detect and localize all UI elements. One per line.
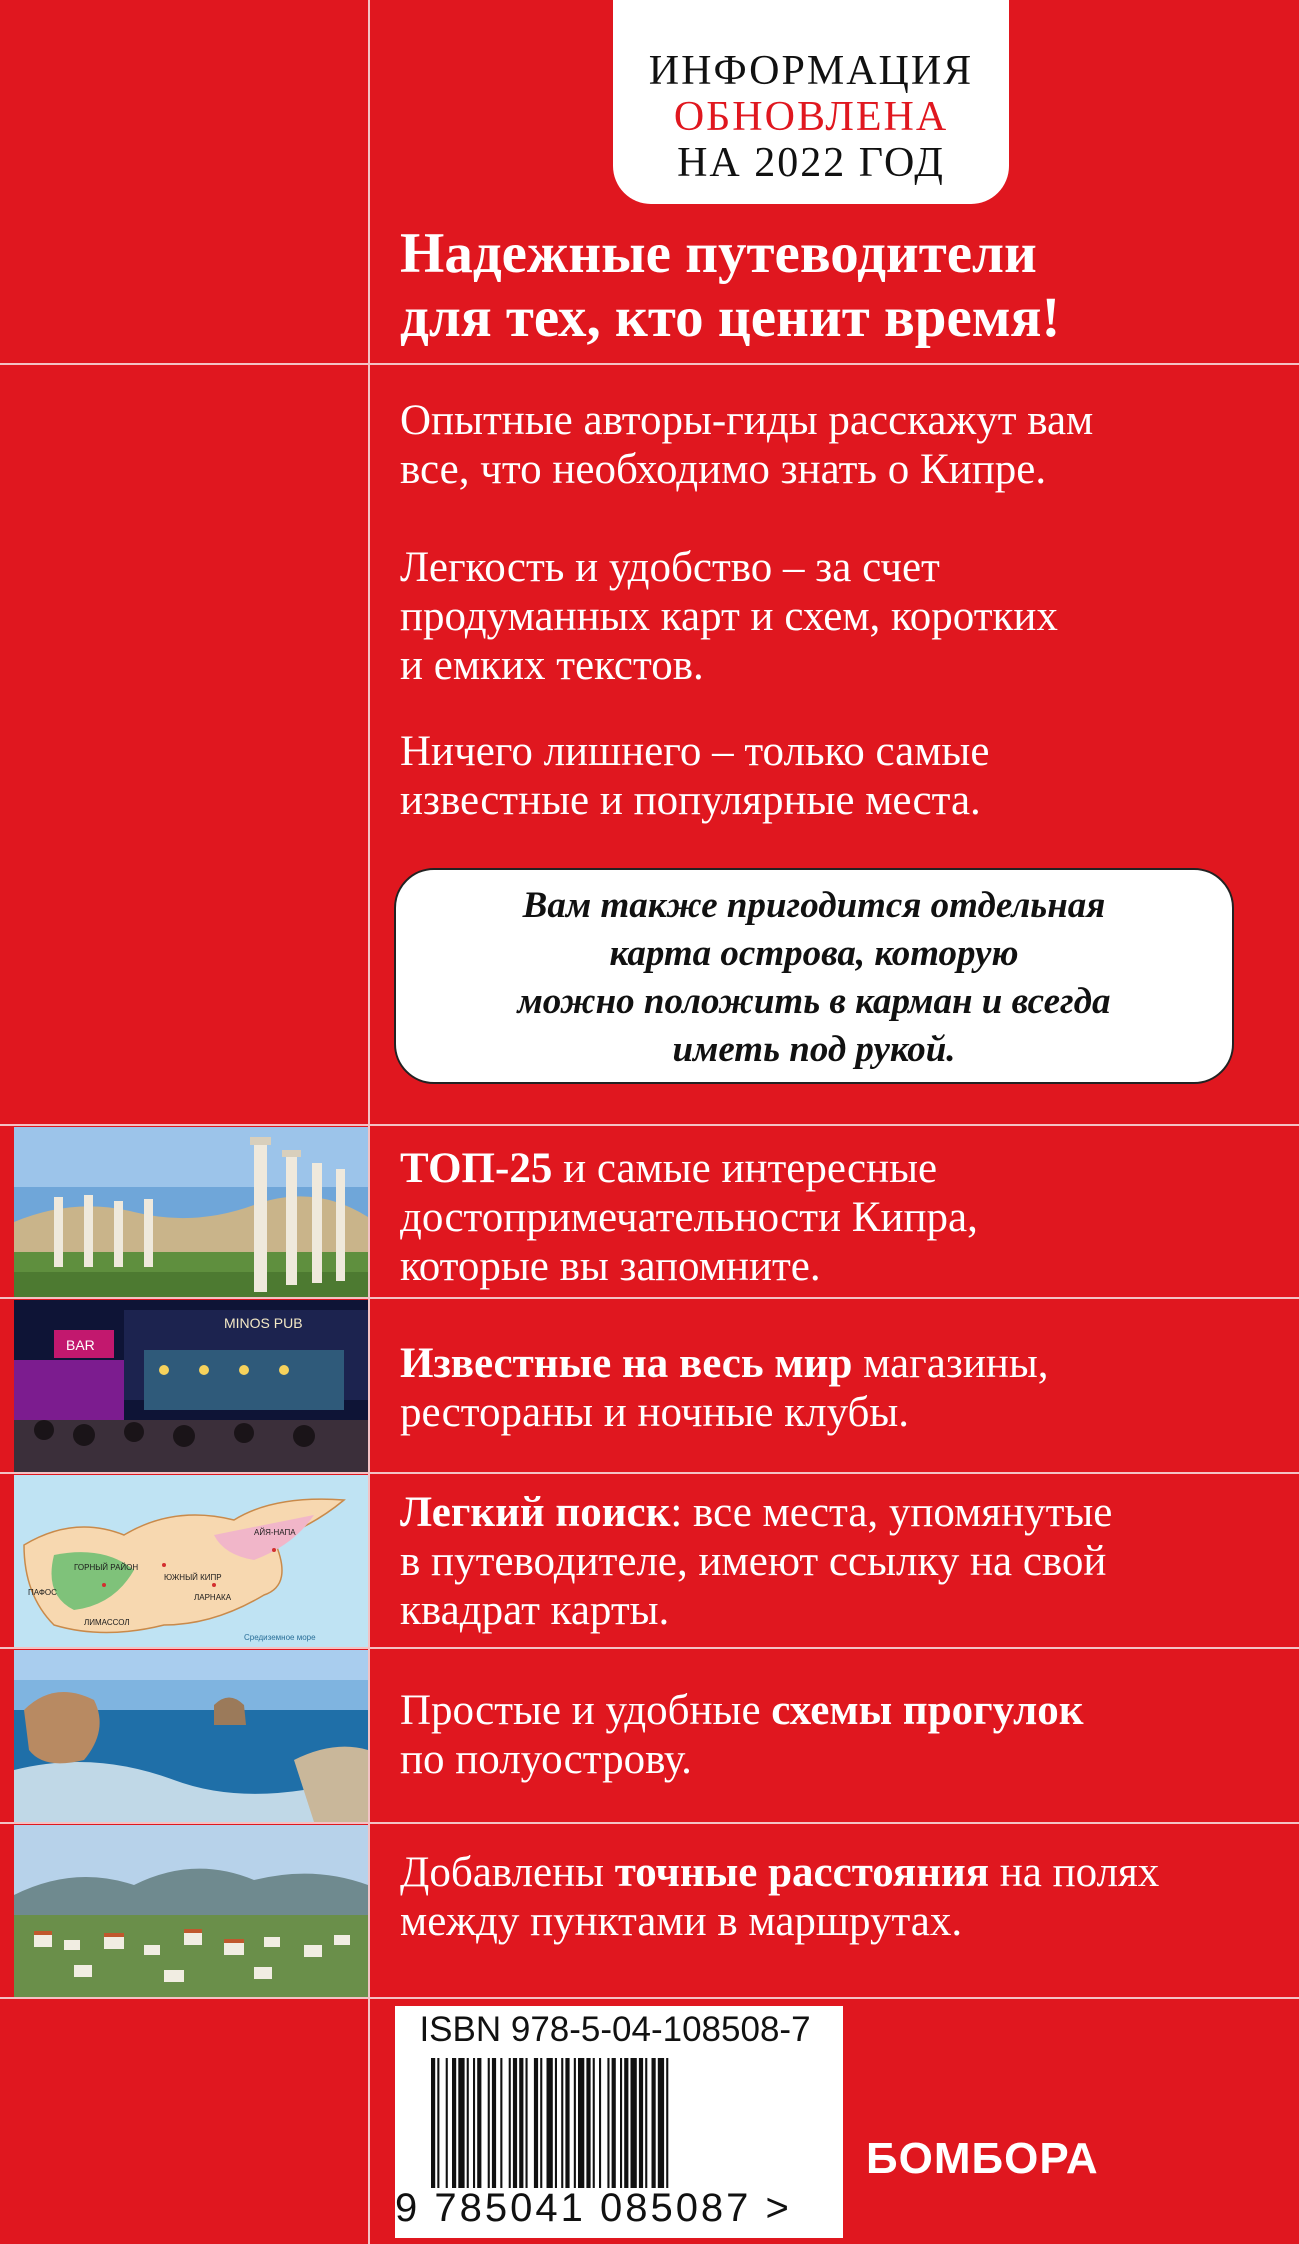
paragraph-nothing-extra bbox=[400, 727, 989, 825]
barcode-digits: 9 785041 085087 > bbox=[395, 2186, 792, 2230]
badge-line-3: НА 2022 ГОД bbox=[677, 140, 945, 186]
feature-line: между пунктами в маршрутах. bbox=[400, 1898, 963, 1945]
divider-feature-5 bbox=[0, 1997, 1299, 1999]
headline-line-1: Надежные путеводители bbox=[400, 222, 1037, 285]
paragraph-line: Опытные авторы-гиды расскажут вам bbox=[400, 397, 1094, 444]
feature-line bbox=[400, 1848, 1159, 1897]
map-label: Средиземное море bbox=[244, 1633, 316, 1642]
coast-photo bbox=[14, 1650, 368, 1822]
map-label: ПАФОС bbox=[28, 1588, 57, 1597]
note-line: можно положить в карман и всегда bbox=[517, 981, 1111, 1022]
publisher-logo: БОМБОРА bbox=[866, 2134, 1099, 2183]
feature-line: по полуострову. bbox=[400, 1736, 692, 1783]
feature-line bbox=[400, 1339, 1049, 1388]
feature-line bbox=[400, 1488, 1112, 1537]
badge-line-2: ОБНОВЛЕНА bbox=[673, 94, 949, 140]
feature-line: в путеводителе, имеют ссылку на свой bbox=[400, 1538, 1107, 1585]
divider-header bbox=[0, 363, 1299, 365]
headline-line-2: для тех, кто ценит время! bbox=[400, 286, 1061, 349]
feature-line: рестораны и ночные клубы. bbox=[400, 1389, 910, 1436]
divider-feature-2 bbox=[0, 1472, 1299, 1474]
feature-rest: : все места, упомянутые bbox=[670, 1489, 1113, 1536]
isbn-text: ISBN 978-5-04-108508-7 bbox=[419, 2010, 811, 2049]
feature-bold: ТОП-25 bbox=[400, 1145, 553, 1192]
map-label: ЛИМАССОЛ bbox=[84, 1618, 130, 1627]
paragraph-line: Ничего лишнего – только самые bbox=[400, 728, 990, 775]
feature-pre: Простые и удобные bbox=[400, 1687, 772, 1734]
paragraph-line: все, что необходимо знать о Кипре. bbox=[400, 446, 1047, 493]
headline bbox=[400, 222, 1060, 350]
isbn-barcode bbox=[395, 2006, 843, 2238]
note-line: Вам также пригодится отдельная bbox=[522, 885, 1106, 926]
nightlife-photo bbox=[14, 1300, 368, 1472]
cyprus-map-photo bbox=[14, 1475, 368, 1647]
paragraph-convenience bbox=[400, 543, 1058, 690]
feature-distances bbox=[400, 1848, 1159, 1946]
divider-feature-4 bbox=[0, 1822, 1299, 1824]
note-line: карта острова, которую bbox=[609, 933, 1019, 974]
update-badge bbox=[613, 0, 1009, 204]
paragraph-line: и емких текстов. bbox=[400, 642, 704, 689]
feature-rest: и самые интересные bbox=[552, 1145, 938, 1192]
feature-top25 bbox=[400, 1144, 978, 1291]
map-label: ГОРНЫЙ РАЙОН bbox=[74, 1563, 139, 1572]
paragraph-line: известные и популярные места. bbox=[400, 777, 981, 824]
map-label: ЮЖНЫЙ КИПР bbox=[164, 1573, 222, 1582]
divider-features-top bbox=[0, 1124, 1299, 1126]
feature-line: квадрат карты. bbox=[400, 1587, 670, 1634]
feature-bold: Известные на весь мир bbox=[400, 1340, 853, 1387]
divider-feature-1 bbox=[0, 1297, 1299, 1299]
ruins-photo bbox=[14, 1127, 368, 1297]
map-label: АЙЯ-НАПА bbox=[254, 1528, 296, 1537]
village-photo bbox=[14, 1825, 368, 1997]
feature-shops bbox=[400, 1339, 1049, 1437]
bar-sign: BAR bbox=[66, 1337, 95, 1353]
vertical-divider bbox=[368, 0, 370, 2244]
feature-line bbox=[400, 1144, 978, 1193]
map-label: ЛАРНАКА bbox=[194, 1593, 232, 1602]
badge-line-1: ИНФОРМАЦИЯ bbox=[648, 48, 974, 94]
feature-bold: точные расстояния bbox=[614, 1849, 990, 1896]
feature-line: которые вы запомните. bbox=[400, 1243, 821, 1290]
feature-line: достопримечательности Кипра, bbox=[400, 1194, 978, 1241]
divider-feature-3 bbox=[0, 1647, 1299, 1649]
feature-line bbox=[400, 1686, 1083, 1735]
feature-search bbox=[400, 1488, 1112, 1635]
note-line: иметь под рукой. bbox=[672, 1029, 956, 1070]
feature-bold: Легкий поиск bbox=[400, 1489, 671, 1536]
paragraph-line: продуманных карт и схем, коротких bbox=[400, 593, 1058, 640]
paragraph-authors bbox=[400, 396, 1093, 494]
feature-walks bbox=[400, 1686, 1083, 1784]
barcode-bars bbox=[431, 2058, 803, 2188]
paragraph-line: Легкость и удобство – за счет bbox=[400, 544, 940, 591]
pub-sign: MINOS PUB bbox=[224, 1315, 303, 1331]
feature-rest: магазины, bbox=[852, 1340, 1049, 1387]
map-note-box bbox=[394, 868, 1234, 1084]
feature-bold: схемы прогулок bbox=[771, 1687, 1084, 1734]
feature-rest: на полях bbox=[989, 1849, 1160, 1896]
feature-pre: Добавлены bbox=[400, 1849, 615, 1896]
